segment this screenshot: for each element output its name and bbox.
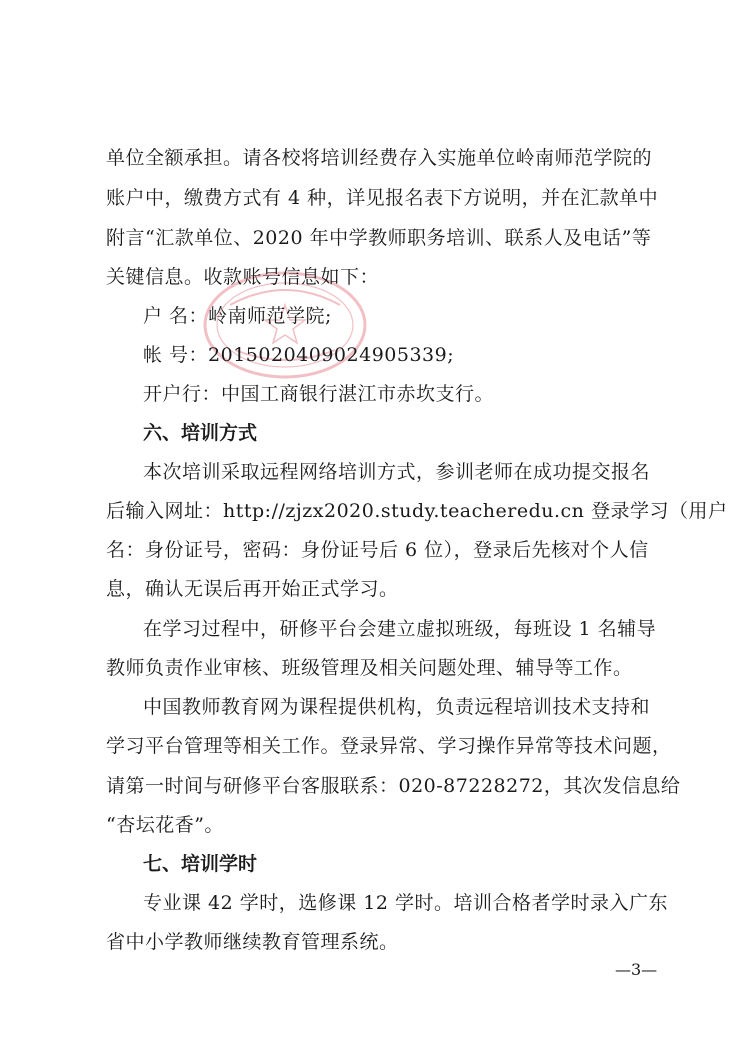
page-number: —3—: [615, 960, 658, 979]
body-text-line: 关键信息。收款账号信息如下：: [106, 266, 380, 288]
section-heading-training-method: 六、培训方式: [143, 422, 258, 444]
body-text-line: 本次培训采取远程网络培训方式，参训老师在成功提交报名: [143, 461, 651, 483]
body-text-line: 学习平台管理等相关工作。登录异常、学习操作异常等技术问题，: [106, 735, 672, 757]
body-text-line: 省中小学教师继续教育管理系统。: [106, 931, 399, 953]
body-text-line: 中国教师教育网为课程提供机构，负责远程培训技术支持和: [143, 696, 651, 718]
account-bank: 开户行：中国工商银行湛江市赤坎支行。: [143, 383, 495, 405]
body-text-line: 在学习过程中，研修平台会建立虚拟班级，每班设 1 名辅导: [143, 618, 657, 640]
body-text-line: 名：身份证号，密码：身份证号后 6 位），登录后先核对个人信: [106, 539, 649, 561]
body-text-line: 请第一时间与研修平台客服联系：020-87228272，其次发信息给: [106, 775, 681, 797]
body-text-line: 单位全额承担。请各校将培训经费存入实施单位岭南师范学院的: [106, 147, 653, 169]
body-text-line: 教师负责作业审核、班级管理及相关问题处理、辅导等工作。: [106, 657, 633, 679]
body-text-line: 账户中，缴费方式有 4 种，详见报名表下方说明，并在汇款单中: [106, 187, 659, 209]
body-text-line: 后输入网址：http://zjzx2020.study.teacheredu.cn 登录学习（用户: [106, 500, 728, 522]
section-heading-training-hours: 七、培训学时: [143, 853, 258, 875]
body-text-line: 息，确认无误后再开始正式学习。: [106, 578, 399, 600]
body-text-line: “杏坛花香”。: [106, 814, 224, 836]
account-number: 帐 号：2015020409024905339;: [143, 344, 455, 366]
account-name: 户 名：岭南师范学院;: [143, 305, 332, 327]
body-text-line: 附言“汇款单位、2020 年中学教师职务培训、联系人及电话”等: [106, 227, 652, 249]
body-text-line: 专业课 42 学时，选修课 12 学时。培训合格者学时录入广东: [143, 892, 669, 914]
